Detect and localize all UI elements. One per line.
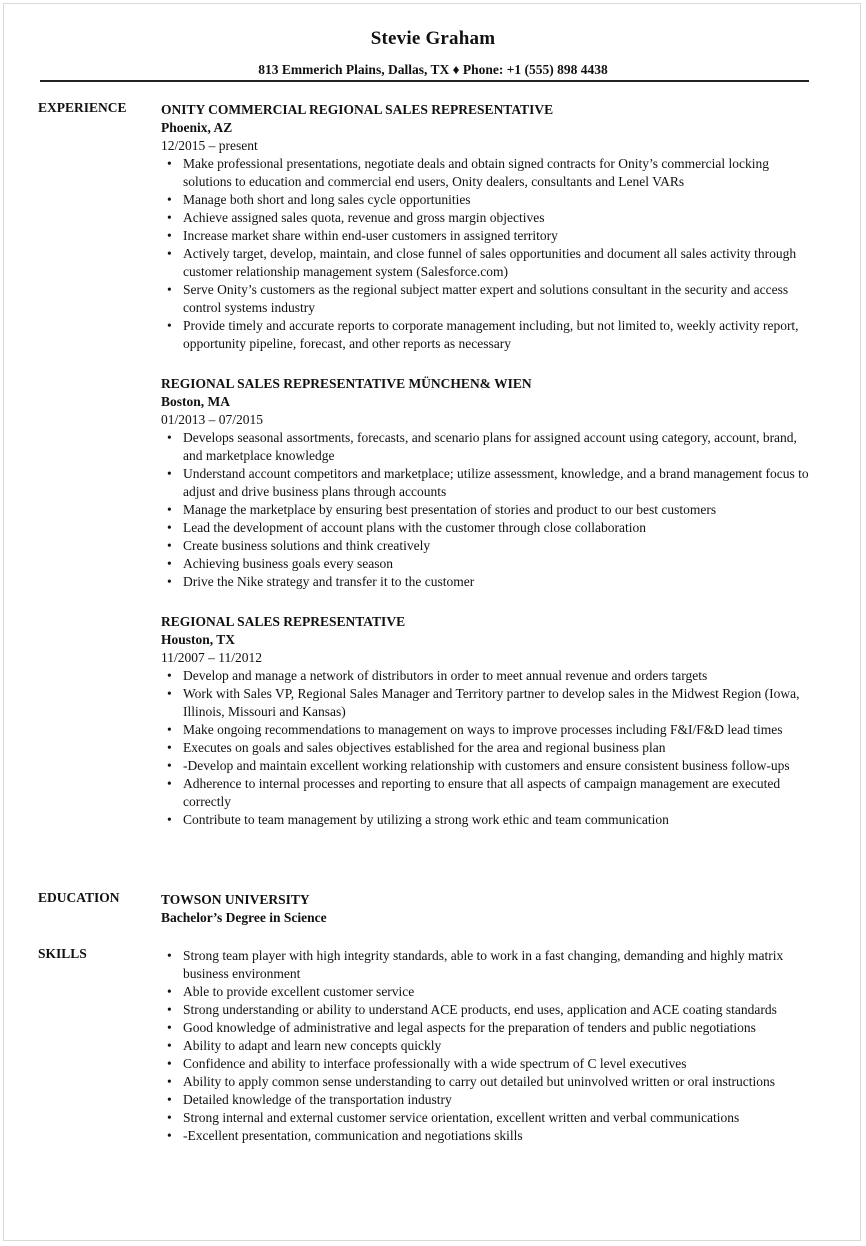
list-item: • Contribute to team management by utilizing a strong work ethic and team communication <box>161 811 811 829</box>
list-item: • Executes on goals and sales objectives established for the area and regional business plan <box>161 739 811 757</box>
education-heading: EDUCATION <box>38 890 120 905</box>
list-item: • Make professional presentations, negotiate deals and obtain signed contracts for Onity’s commercial locking solutions to education and commercial end users, Onity dealers, consultants and Lenel VARs <box>161 155 811 191</box>
list-item: • Strong team player with high integrity standards, able to work in a fast changing, demanding and highly matrix business environment <box>161 947 811 983</box>
list-item: • Confidence and ability to interface professionally with a wide spectrum of C level executives <box>161 1055 811 1073</box>
header-divider <box>40 80 809 82</box>
school-name: TOWSON UNIVERSITY <box>161 892 310 907</box>
candidate-name: Stevie Graham <box>370 28 496 49</box>
list-item: • Drive the Nike strategy and transfer it to the customer <box>161 573 811 591</box>
contact-line: 813 Emmerich Plains, Dallas, TX ♦ Phone: +1 (555) 898 4438 <box>258 62 608 77</box>
job-bullets <box>161 155 811 353</box>
job-bullets <box>161 429 811 591</box>
list-item: • Strong internal and external customer service orientation, excellent written and verbal communications <box>161 1109 811 1127</box>
list-item: • Ability to apply common sense understanding to carry out detailed but uninvolved written or oral instructions <box>161 1073 811 1091</box>
job-location: Houston, TX <box>161 632 236 647</box>
job-1 <box>161 101 811 353</box>
list-item: • Actively target, develop, maintain, and close funnel of sales opportunities and document all sales activity through customer relationship management system (Salesforce.com) <box>161 245 811 281</box>
job-dates: 11/2007 – 11/2012 <box>161 650 262 665</box>
education-entry <box>161 891 811 927</box>
list-item: • Manage the marketplace by ensuring best presentation of stories and product to our best customers <box>161 501 811 519</box>
list-item: • -Develop and maintain excellent working relationship with customers and ensure consistent business follow-ups <box>161 757 811 775</box>
job-title: REGIONAL SALES REPRESENTATIVE MÜNCHEN& WIEN <box>161 376 532 391</box>
list-item: • Work with Sales VP, Regional Sales Manager and Territory partner to develop sales in the Midwest Region (Iowa, Illinois, Missouri and Kansas) <box>161 685 811 721</box>
job-location: Phoenix, AZ <box>161 120 233 135</box>
list-item: • Lead the development of account plans with the customer through close collaboration <box>161 519 811 537</box>
list-item: • Able to provide excellent customer service <box>161 983 811 1001</box>
list-item: • Achieve assigned sales quota, revenue and gross margin objectives <box>161 209 811 227</box>
degree: Bachelor’s Degree in Science <box>161 910 327 925</box>
job-bullets <box>161 667 811 829</box>
list-item: • Achieving business goals every season <box>161 555 811 573</box>
list-item: • Develop and manage a network of distributors in order to meet annual revenue and orders targets <box>161 667 811 685</box>
list-item: • Increase market share within end-user customers in assigned territory <box>161 227 811 245</box>
list-item: • Make ongoing recommendations to management on ways to improve processes including F&I/F&D lead times <box>161 721 811 739</box>
list-item: • Serve Onity’s customers as the regional subject matter expert and solutions consultant in the security and access control systems industry <box>161 281 811 317</box>
skills-list <box>161 947 811 1145</box>
experience-heading: EXPERIENCE <box>38 100 127 115</box>
job-dates: 01/2013 – 07/2015 <box>161 412 264 427</box>
list-item: • Manage both short and long sales cycle opportunities <box>161 191 811 209</box>
list-item: • Develops seasonal assortments, forecasts, and scenario plans for assigned account using category, account, brand, and marketplace knowledge <box>161 429 811 465</box>
job-dates: 12/2015 – present <box>161 138 258 153</box>
list-item: • -Excellent presentation, communication and negotiations skills <box>161 1127 811 1145</box>
list-item: • Adherence to internal processes and reporting to ensure that all aspects of campaign management are executed correctly <box>161 775 811 811</box>
list-item: • Provide timely and accurate reports to corporate management including, but not limited to, weekly activity report, opportunity pipeline, forecast, and other reports as necessary <box>161 317 811 353</box>
job-title: ONITY COMMERCIAL REGIONAL SALES REPRESENTATIVE <box>161 102 554 117</box>
job-2 <box>161 375 811 591</box>
list-item: • Detailed knowledge of the transportation industry <box>161 1091 811 1109</box>
list-item: • Create business solutions and think creatively <box>161 537 811 555</box>
list-item: • Good knowledge of administrative and legal aspects for the preparation of tenders and public negotiations <box>161 1019 811 1037</box>
job-3 <box>161 613 811 829</box>
skills-heading: SKILLS <box>38 946 87 961</box>
skills-list-container <box>161 947 811 1145</box>
job-title: REGIONAL SALES REPRESENTATIVE <box>161 614 406 629</box>
job-location: Boston, MA <box>161 394 231 409</box>
list-item: • Strong understanding or ability to understand ACE products, end uses, application and ACE coating standards <box>161 1001 811 1019</box>
list-item: • Ability to adapt and learn new concepts quickly <box>161 1037 811 1055</box>
list-item: • Understand account competitors and marketplace; utilize assessment, knowledge, and a brand management focus to adjust and drive business plans through accounts <box>161 465 811 501</box>
